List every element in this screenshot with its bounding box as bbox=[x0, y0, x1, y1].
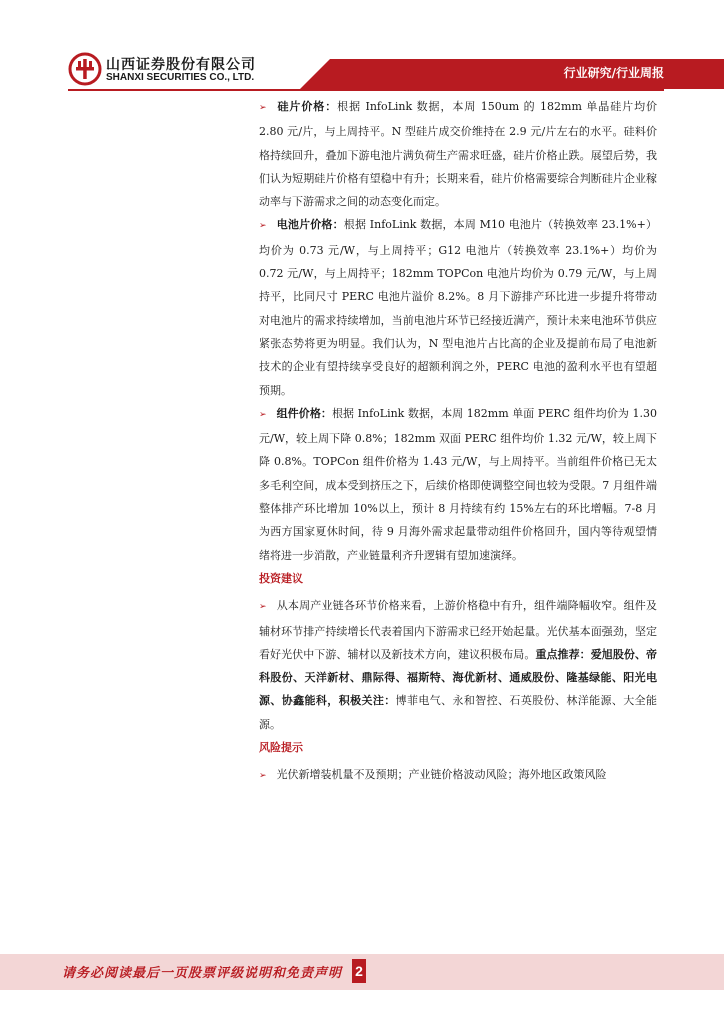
bullet-arrow-icon: ➢ bbox=[259, 771, 267, 782]
watch-label: 积极关注： bbox=[338, 694, 396, 708]
risk-paragraph bbox=[259, 763, 657, 788]
risk-title: 风险提示 bbox=[259, 741, 303, 755]
header-slant bbox=[300, 59, 330, 89]
watch-names: 博菲电气、永和智控、石英股份、林洋能源、大全能源。 bbox=[259, 694, 658, 731]
footer-disclaimer: 请务必阅读最后一页股票评级说明和免责声明 bbox=[62, 966, 343, 981]
bullet-arrow-icon: ➢ bbox=[259, 602, 267, 613]
investment-advice-title: 投资建议 bbox=[259, 571, 303, 585]
report-category: 行业研究/行业周报 bbox=[563, 66, 664, 80]
company-logo-icon bbox=[68, 52, 102, 86]
cell-price-paragraph bbox=[259, 213, 657, 401]
cell-lead: 电池片价格： bbox=[276, 218, 344, 232]
company-name-en: SHANXI SECURITIES CO., LTD. bbox=[106, 72, 255, 83]
bullet-arrow-icon: ➢ bbox=[259, 409, 267, 420]
silicon-lead: 硅片价格： bbox=[276, 100, 338, 113]
bullet-arrow-icon: ➢ bbox=[259, 103, 267, 113]
report-body bbox=[259, 95, 657, 789]
focus-label: 重点推荐： bbox=[535, 647, 591, 661]
header-divider bbox=[68, 89, 664, 91]
silicon-price-paragraph bbox=[259, 95, 657, 213]
invest-text: 从本周产业链各环节价格来看，上游价格稳中有升，组件端降幅收窄。组件及辅材环节排产持续增长代表着国内下游需求已经开始起量。光伏基本面强劲，坚定看好光伏中下游、辅材以及新技术方向，建议积极布局。 bbox=[259, 599, 657, 661]
silicon-text: 根据 InfoLink 数据，本周 150um 的 182mm 单晶硅片均价 2.80 元/片，与上周持平。N 型硅片成交价维持在 2.9 元/片左右的水平。硅料价格持续回升，叠加下游电池片满负荷生产需求旺盛，硅片价格止跌。展望后势，我们认为短期硅片价格有望稳中有升；长期来看，硅片价格需要综合判断硅片企业稼动率与下游需求之间的动态变化而定。 bbox=[259, 100, 658, 209]
cell-text: 根据 InfoLink 数据，本周 M10 电池片（转换效率 23.1%+）均价为 0.73 元/W，与上周持平；G12 电池片（转换效率 23.1%+）均价为 0.72 元/W，与上周持平；182mm TOPCon 电池片均价为 0.79 元/W，与上周持平，比同尺寸 PERC 电池片溢价 8.2%。8 月下游排产环比进一步提升将带动对电池片的需求持续增加，当前电池片环节已经接近满产，预计未来电池环节供应紧张态势将更为明显。我们认为，N 型电池片占比高的企业及提前布局了电池新技术的企业有望持续享受良好的超额利润之外，PERC 电池的盈利水平也有望超预期。 bbox=[259, 218, 657, 397]
company-name-cn: 山西证券股份有限公司 bbox=[106, 57, 256, 73]
risk-text: 光伏新增装机量不及预期；产业链价格波动风险；海外地区政策风险 bbox=[276, 768, 607, 782]
module-price-paragraph bbox=[259, 402, 657, 567]
investment-advice-paragraph bbox=[259, 594, 657, 736]
module-lead: 组件价格： bbox=[276, 406, 332, 420]
bullet-arrow-icon: ➢ bbox=[259, 221, 267, 232]
focus-names: 爱旭股份、帝科股份、天洋新材、鼎际得、福斯特、海优新材、通威股份、隆基绿能、阳光电源、协鑫能科， bbox=[259, 647, 658, 708]
page-number: 2 bbox=[352, 959, 366, 983]
module-text: 根据 InfoLink 数据，本周 182mm 单面 PERC 组件均价为 1.30 元/W，较上周下降 0.8%；182mm 双面 PERC 组件均价 1.32 元/W，较上周下降 0.8%。TOPCon 组件价格为 1.43 元/W，与上周持平。当前组件价格已无太多毛利空间，成本受到挤压之下，后续价格即使调整空间也较为受限。7 月组件端整体排产环比增加 10%以上，预计 8 月持续有约 15%左右的环比增幅。7-8 月为西方国家夏休时间，待 9 月海外需求起量带动组件价格回升，国内等待观望情绪将进一步消散，产业链量利齐升逻辑有望加速演绎。 bbox=[259, 406, 658, 562]
